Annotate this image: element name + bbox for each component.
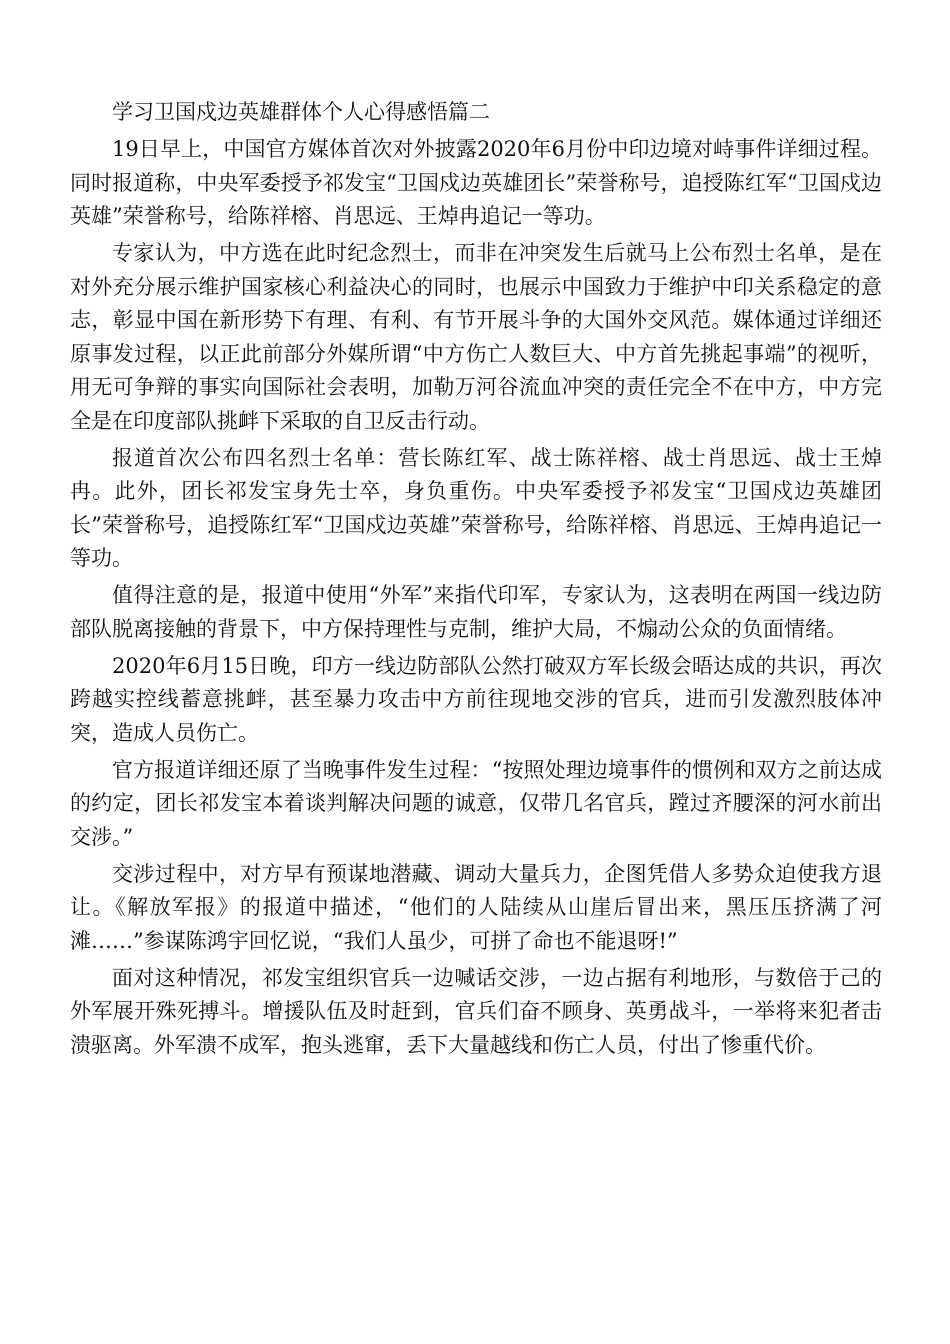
- paragraph-8: 面对这种情况，祁发宝组织官兵一边喊话交涉，一边占据有利地形，与数倍于己的外军展开殊死搏斗。增援队伍及时赶到，官兵们奋不顾身、英勇战斗，一举将来犯者击溃驱离。外军溃不成军，抱头逃窜，丢下大量越线和伤亡人员，付出了惨重代价。: [70, 965, 882, 1057]
- paragraph-4: 值得注意的是，报道中使用“外军”来指代印军，专家认为，这表明在两国一线边防部队脱离接触的背景下，中方保持理性与克制，维护大局，不煽动公众的负面情绪。: [70, 583, 882, 641]
- paragraph-6: 官方报道详细还原了当晚事件发生过程：“按照处理边境事件的惯例和双方之前达成的约定，团长祁发宝本着谈判解决问题的诚意，仅带几名官兵，蹚过齐腰深的河水前出交涉。”: [70, 757, 882, 849]
- paragraph-3: 报道首次公布四名烈士名单：营长陈红军、战士陈祥榕、战士肖思远、战士王焯冉。此外，团长祁发宝身先士卒，身负重伤。中央军委授予祁发宝“卫国戍边英雄团长”荣誉称号，追授陈红军“卫国戍边英雄”荣誉称号，给陈祥榕、肖思远、王焯冉追记一等功。: [70, 445, 882, 570]
- document-page: [70, 96, 882, 1066]
- paragraph-7: 交涉过程中，对方早有预谋地潜藏、调动大量兵力，企图凭借人多势众迫使我方退让。《解放军报》的报道中描述，“他们的人陆续从山崖后冒出来，黑压压挤满了河滩……”参谋陈鸿宇回忆说，“我们人虽少，可拼了命也不能退呀!”: [70, 861, 882, 953]
- paragraph-5: 2020年6月15日晚，印方一线边防部队公然打破双方军长级会晤达成的共识，再次跨越实控线蓄意挑衅，甚至暴力攻击中方前往现地交涉的官兵，进而引发激烈肢体冲突，造成人员伤亡。: [70, 653, 882, 745]
- document-title: 学习卫国戍边英雄群体个人心得感悟篇二: [112, 100, 490, 124]
- paragraph-2: 专家认为，中方选在此时纪念烈士，而非在冲突发生后就马上公布烈士名单，是在对外充分展示维护国家核心利益决心的同时，也展示中国致力于维护中印关系稳定的意志，彰显中国在新形势下有理、有利、有节开展斗争的大国外交风范。媒体通过详细还原事发过程，以正此前部分外媒所谓“中方伤亡人数巨大、中方首先挑起事端”的视听，用无可争辩的事实向国际社会表明，加勒万河谷流血冲突的责任完全不在中方，中方完全是在印度部队挑衅下采取的自卫反击行动。: [70, 241, 882, 433]
- paragraph-1: 19日早上，中国官方媒体首次对外披露2020年6月份中印边境对峙事件详细过程。同时报道称，中央军委授予祁发宝“卫国戍边英雄团长”荣誉称号，追授陈红军“卫国戍边英雄”荣誉称号，给陈祥榕、肖思远、王焯冉追记一等功。: [70, 137, 882, 228]
